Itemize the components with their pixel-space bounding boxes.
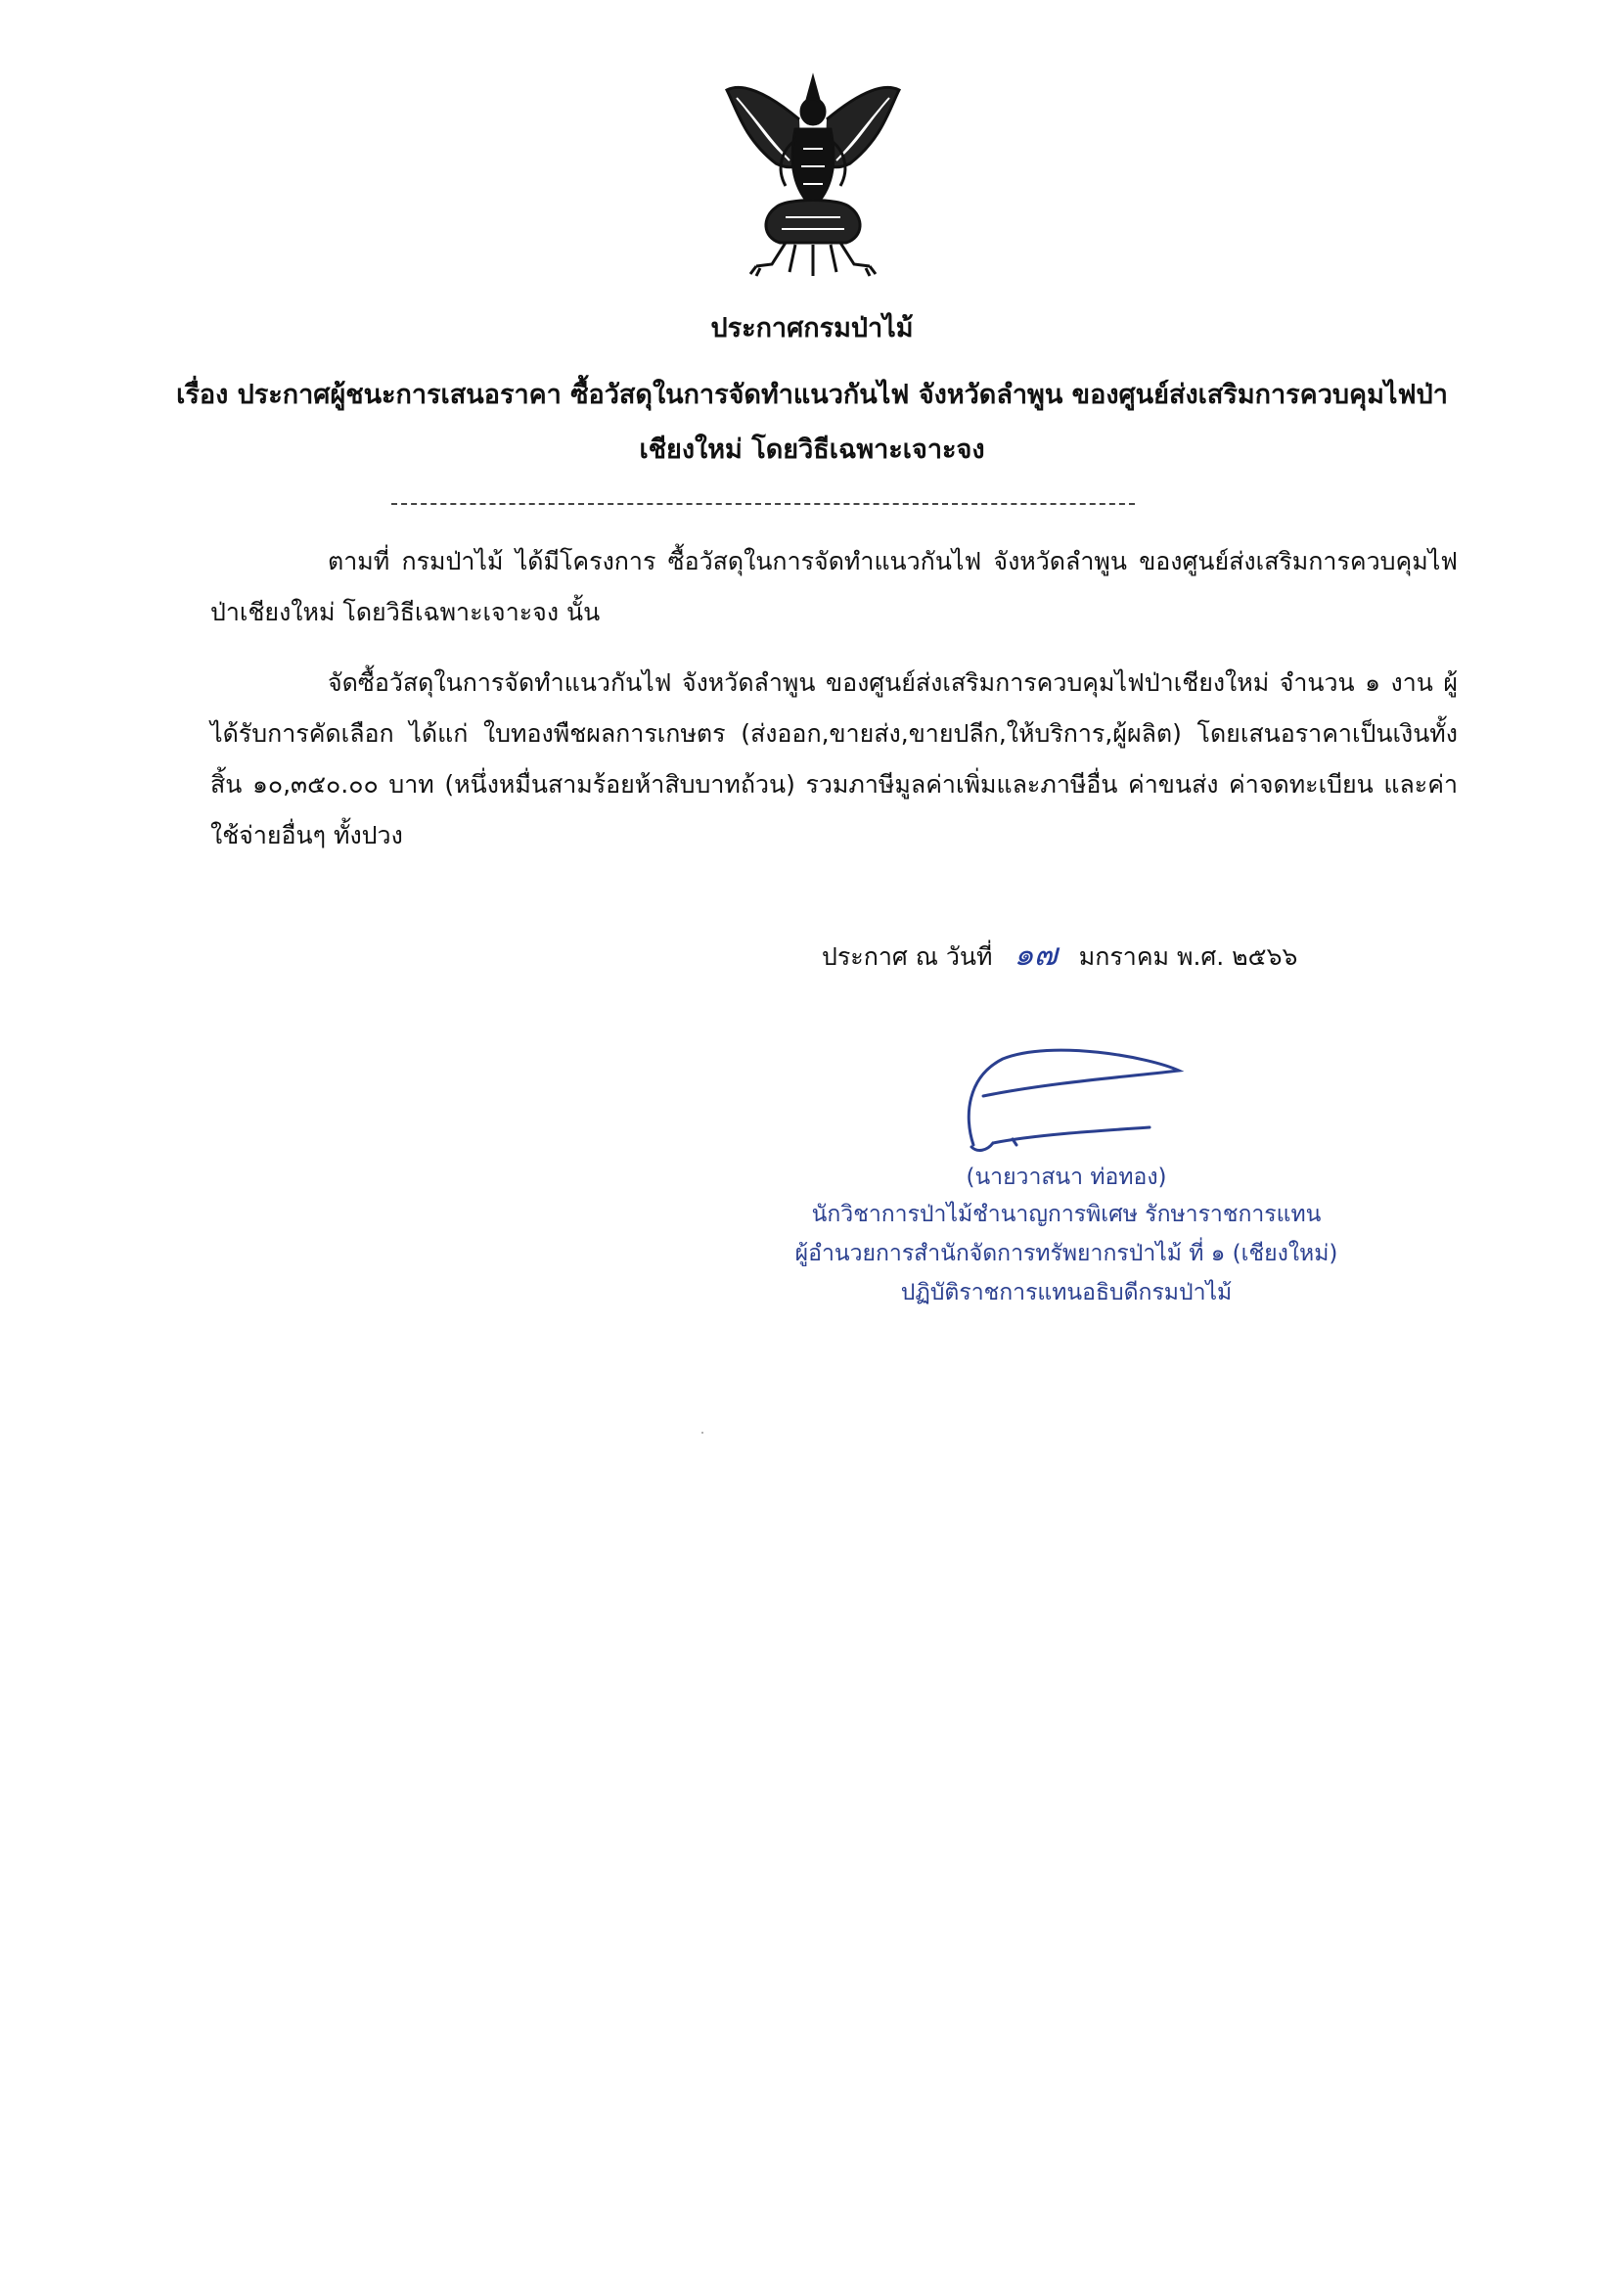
paragraph-intro: ตามที่ กรมป่าไม้ ได้มีโครงการ ซื้อวัสดุในการจัดทำแนวกันไฟ จังหวัดลำพูน ของศูนย์ส่งเสริมการควบคุมไฟป่าเชียงใหม่ โดยวิธีเฉพาะเจาะจง นั้น	[210, 547, 1458, 626]
garuda-emblem-icon	[717, 70, 909, 281]
paragraph-award: จัดซื้อวัสดุในการจัดทำแนวกันไฟ จังหวัดลำพูน ของศูนย์ส่งเสริมการควบคุมไฟป่าเชียงใหม่ จำนวน ๑ งาน ผู้ได้รับการคัดเลือก ได้แก่ ใบทองพืชผลการเกษตร (ส่งออก,ขายส่ง,ขายปลีก,ให้บริการ,ผู้ผลิต) โดยเสนอราคาเป็นเงินทั้งสิ้น ๑๐,๓๕๐.๐๐ บาท (หนึ่งหมื่นสามร้อยห้าสิบบาทถ้วน) รวมภาษีมูลค่าเพิ่มและภาษีอื่น ค่าขนส่ง ค่าจดทะเบียน และค่าใช้จ่ายอื่นๆ ทั้งปวง	[210, 668, 1458, 849]
signer-position-3: ปฏิบัติราชการแทนอธิบดีกรมป่าไม้	[900, 1280, 1233, 1305]
date-prefix: ประกาศ ณ วันที่	[822, 942, 993, 971]
date-suffix: มกราคม พ.ศ. ๒๕๖๖	[1078, 942, 1298, 971]
signer-position-1: นักวิชาการป่าไม้ชำนาญการพิเศษ รักษาราชการแทน	[811, 1202, 1322, 1227]
announcement-date	[822, 935, 1297, 977]
signer-position-2: ผู้อำนวยการสำนักจัดการทรัพยากรป่าไม้ ที่ ๑ (เชียงใหม่)	[794, 1241, 1338, 1266]
signer-name: (นายวาสนา ท่อทอง)	[966, 1165, 1167, 1190]
document-heading: ประกาศกรมป่าไม้	[710, 313, 914, 343]
document-subject: เรื่อง ประกาศผู้ชนะการเสนอราคา ซื้อวัสดุในการจัดทำแนวกันไฟ จังหวัดลำพูน ของศูนย์ส่งเสริมการควบคุมไฟป่าเชียงใหม่ โดยวิธีเฉพาะเจาะจง	[176, 380, 1448, 465]
scan-speck	[701, 1432, 703, 1434]
handwritten-signature	[954, 1037, 1208, 1165]
divider-line	[391, 503, 1135, 505]
date-day-handwritten: ๑๗	[1014, 936, 1058, 973]
